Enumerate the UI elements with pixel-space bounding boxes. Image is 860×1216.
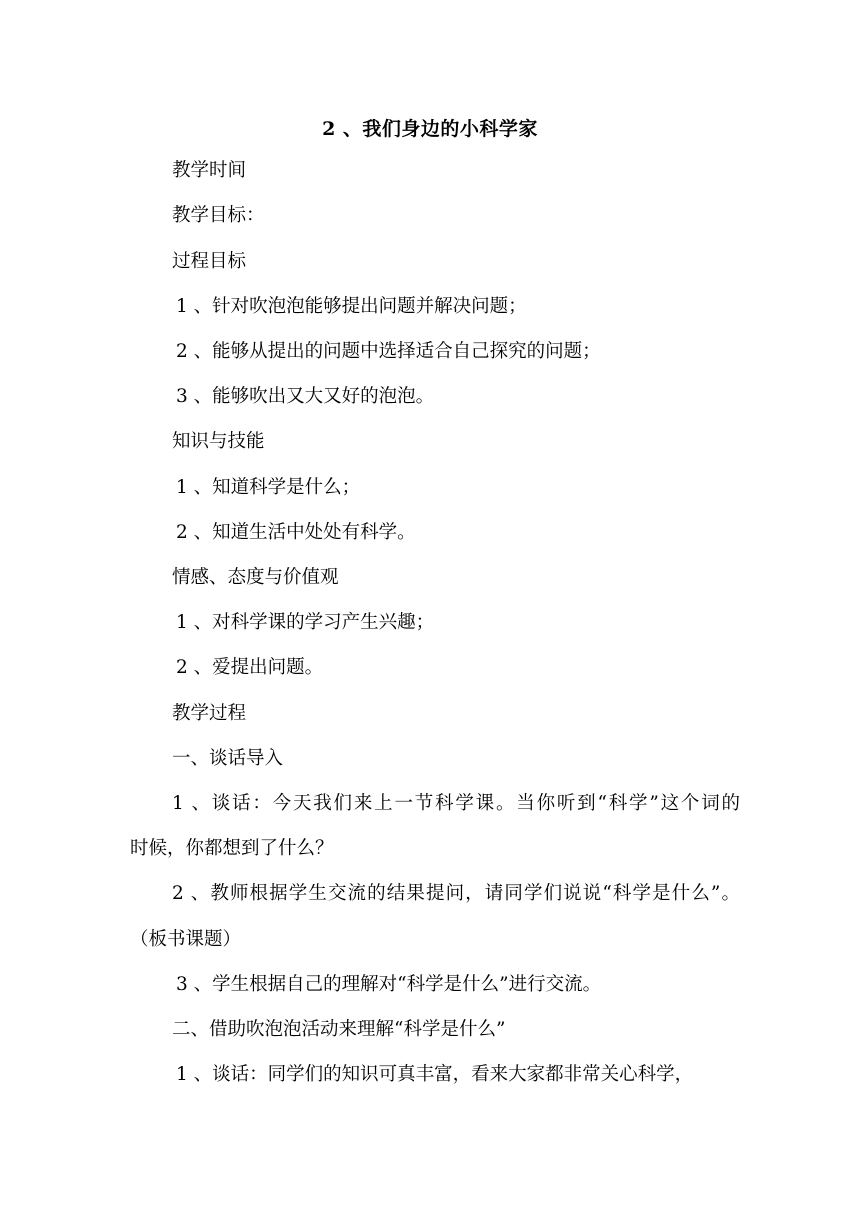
paragraph-line: 3 、学生根据自己的理解对“科学是什么”进行交流。 [176, 974, 602, 995]
list-item: 2 、能够从提出的问题中选择适合自己探究的问题； [176, 341, 601, 362]
section-heading: 二、借助吹泡泡活动来理解“科学是什么” [172, 1019, 506, 1040]
list-item: 1 、知道科学是什么； [176, 477, 361, 498]
document-title: 2 、我们身边的小科学家 [322, 118, 538, 140]
paragraph-line: 2 、教师根据学生交流的结果提问，请同学们说说“科学是什么”。 [172, 883, 740, 904]
section-heading: 一、谈话导入 [172, 748, 284, 769]
list-item: 2 、知道生活中处处有科学。 [176, 522, 416, 543]
paragraph-process-goals: 过程目标 [172, 251, 247, 272]
paragraph-teaching-goals: 教学目标： [172, 205, 265, 226]
list-item: 1 、针对吹泡泡能够提出问题并解决问题； [176, 296, 527, 317]
paragraph-knowledge-skills: 知识与技能 [172, 431, 265, 452]
list-item: 3 、能够吹出又大又好的泡泡。 [176, 386, 435, 407]
list-item: 1 、对科学课的学习产生兴趣； [176, 612, 435, 633]
paragraph-teaching-time: 教学时间 [172, 160, 247, 181]
list-item: 2 、爱提出问题。 [176, 657, 324, 678]
paragraph-line: 1 、谈话：同学们的知识可真丰富，看来大家都非常关心科学， [176, 1064, 694, 1085]
paragraph-line: 时候，你都想到了什么？ [130, 838, 334, 859]
paragraph-emotion-attitude: 情感、态度与价值观 [172, 567, 339, 588]
paragraph-teaching-process: 教学过程 [172, 703, 247, 724]
paragraph-line: （板书课题） [130, 929, 242, 950]
paragraph-line: 1 、谈话：今天我们来上一节科学课。当你听到“科学”这个词的 [172, 793, 740, 814]
